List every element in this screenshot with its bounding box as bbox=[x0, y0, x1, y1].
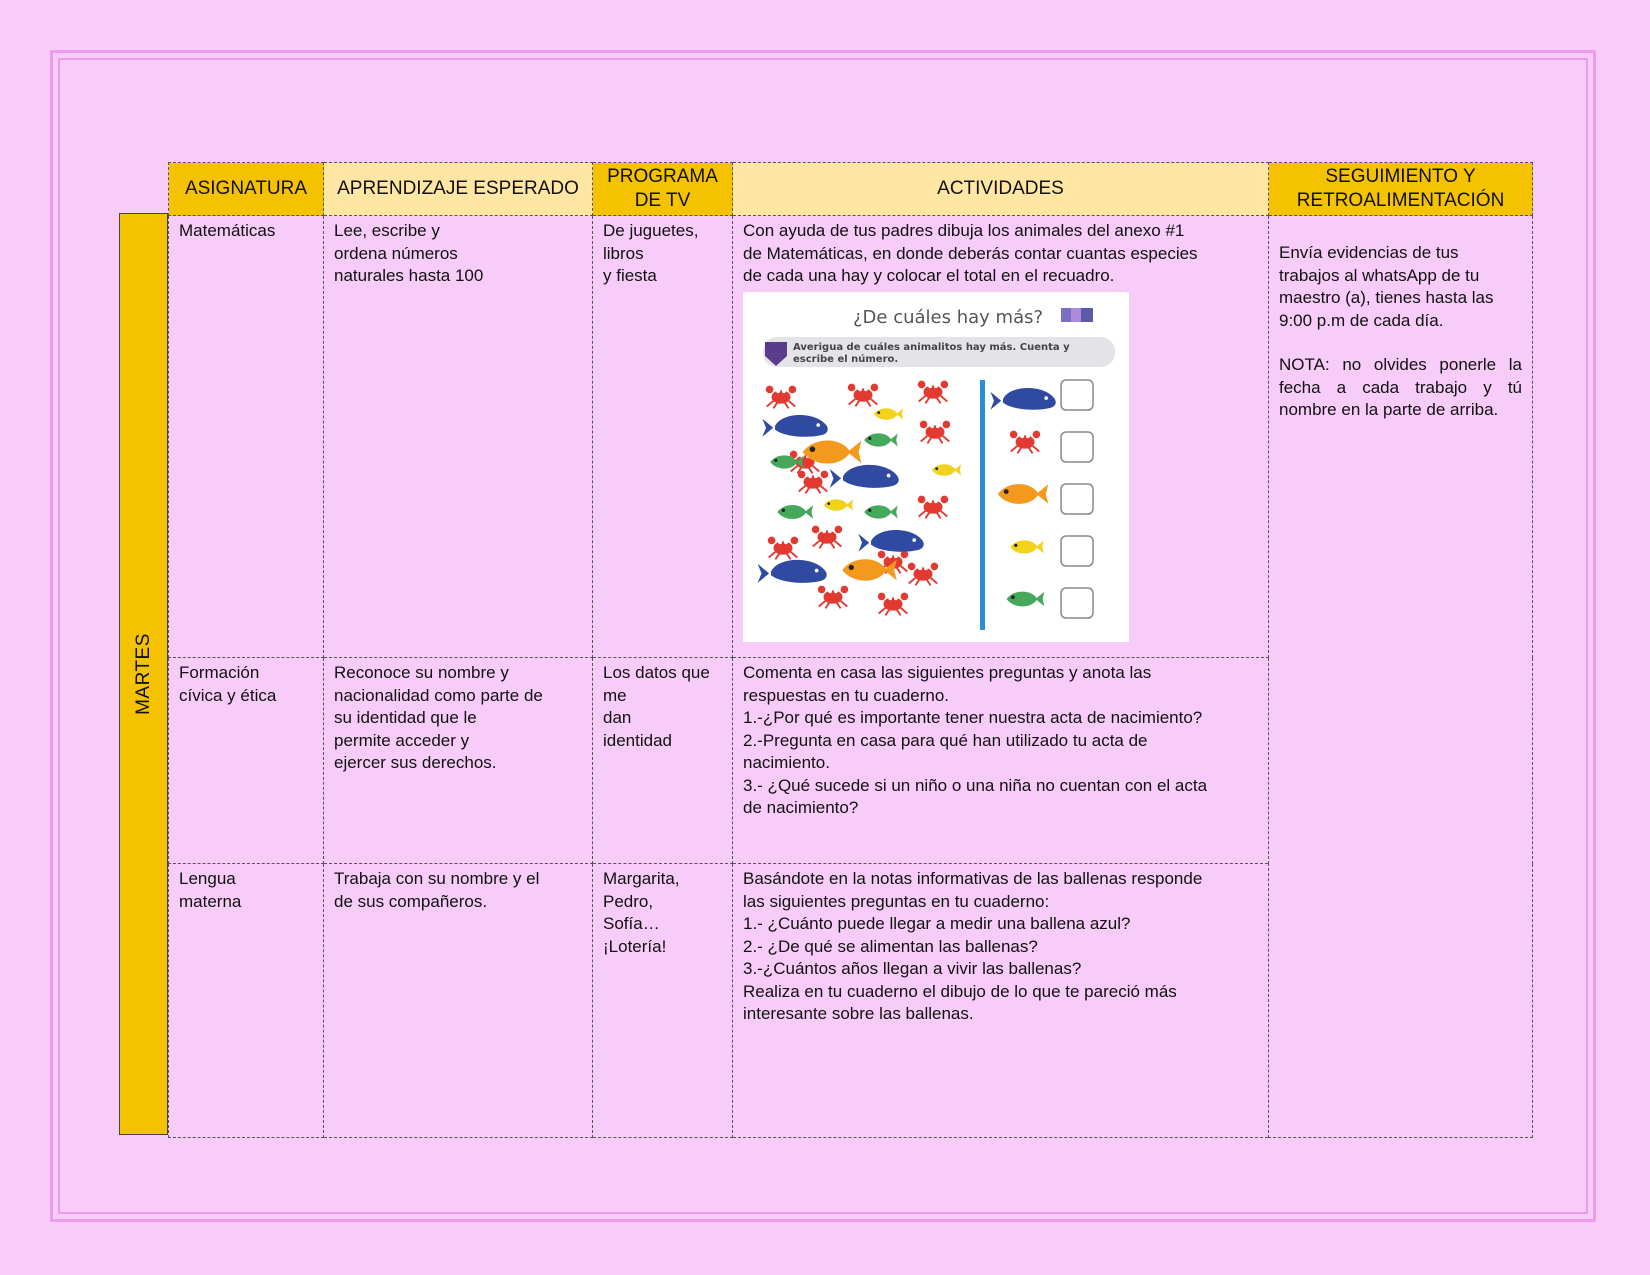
seguimiento-text-2: NOTA: no olvides ponerle la fecha a cada trabajo y tú nombre en la parte de arriba. bbox=[1279, 355, 1522, 419]
whale-icon bbox=[758, 559, 827, 582]
worksheet-image bbox=[743, 292, 1129, 642]
cell-aprendizaje: Reconoce su nombre y nacionalidad como parte de su identidad que le permite acceder y ejercer sus derechos. bbox=[324, 658, 593, 864]
header-seguimiento: SEGUIMIENTO Y RETROALIMENTACIÓN bbox=[1269, 163, 1533, 216]
count-box bbox=[1061, 380, 1093, 410]
pencil-icon bbox=[1061, 308, 1071, 322]
instruction-line-2: escribe el número. bbox=[793, 353, 899, 365]
worksheet-illustration bbox=[743, 292, 1129, 642]
count-boxes-group bbox=[990, 380, 1093, 618]
fish-icon bbox=[864, 433, 898, 446]
cell-seguimiento bbox=[1269, 216, 1533, 1138]
whale-icon bbox=[830, 464, 899, 487]
fish-icon bbox=[998, 484, 1048, 504]
header-asignatura: ASIGNATURA bbox=[169, 163, 324, 216]
table-row bbox=[169, 216, 1533, 658]
crab-icon bbox=[818, 585, 848, 608]
lesson-plan-table bbox=[168, 162, 1533, 1138]
day-column bbox=[119, 213, 168, 1135]
animals-group bbox=[758, 380, 962, 615]
whale-icon bbox=[858, 529, 923, 551]
whale-icon bbox=[762, 414, 827, 436]
fish-icon bbox=[932, 464, 961, 476]
worksheet-title: ¿De cuáles hay más? bbox=[853, 306, 1044, 328]
cell-asignatura: Lengua materna bbox=[169, 864, 324, 1138]
cell-programa: Margarita, Pedro, Sofía… ¡Lotería! bbox=[593, 864, 733, 1138]
cell-actividades: Comenta en casa las siguientes preguntas y anota las respuestas en tu cuaderno. 1.-¿Por qué es importante tener nuestra acta de nacimiento? 2.-Pregunta en casa para qué han utilizado tu acta de nacimiento. 3.- ¿Qué sucede si un niño o una niña no cuentan con el acta de nacimiento? bbox=[733, 658, 1269, 864]
day-label: MARTES bbox=[132, 633, 154, 715]
crab-icon bbox=[918, 380, 948, 403]
cell-asignatura: Matemáticas bbox=[169, 216, 324, 658]
fish-icon bbox=[1007, 591, 1045, 606]
count-box bbox=[1061, 484, 1093, 514]
header-row bbox=[169, 163, 1533, 216]
fish-icon bbox=[874, 408, 903, 420]
crab-icon bbox=[918, 495, 948, 518]
header-actividades: ACTIVIDADES bbox=[733, 163, 1269, 216]
header-programa: PROGRAMA DE TV bbox=[593, 163, 733, 216]
cell-asignatura: Formación cívica y ética bbox=[169, 658, 324, 864]
cell-aprendizaje: Trabaja con su nombre y el de sus compañeros. bbox=[324, 864, 593, 1138]
fish-icon bbox=[1010, 540, 1044, 553]
cell-programa: De juguetes, libros y fiesta bbox=[593, 216, 733, 658]
column-divider bbox=[980, 380, 985, 630]
crab-icon bbox=[1010, 430, 1040, 453]
instruction-line-1: Averigua de cuáles animalitos hay más. Cuenta y bbox=[793, 341, 1070, 353]
fish-icon bbox=[824, 499, 853, 511]
count-box bbox=[1061, 588, 1093, 618]
crab-icon bbox=[878, 592, 908, 615]
whale-icon bbox=[990, 387, 1055, 409]
crab-icon bbox=[920, 420, 950, 443]
crab-icon bbox=[766, 385, 796, 408]
count-box bbox=[1061, 432, 1093, 462]
header-aprendizaje: APRENDIZAJE ESPERADO bbox=[324, 163, 593, 216]
crab-icon bbox=[908, 562, 938, 585]
cell-programa: Los datos que me dan identidad bbox=[593, 658, 733, 864]
crab-icon bbox=[768, 536, 798, 559]
crab-icon bbox=[812, 525, 842, 548]
count-box bbox=[1061, 536, 1093, 566]
cell-actividades: Basándote en la notas informativas de las ballenas responde las siguientes preguntas en tu cuaderno: 1.- ¿Cuánto puede llegar a medir una ballena azul? 2.- ¿De qué se alimentan las ballenas? 3.-¿Cuántos años llegan a vivir las ballenas? Realiza en tu cuaderno el dibujo de lo que te pareció más interesante sobre las ballenas. bbox=[733, 864, 1269, 1138]
cell-actividades: Con ayuda de tus padres dibuja los animales del anexo #1 de Matemáticas, en donde deberás contar cuantas especies de cada una hay y colocar el total en el recuadro. ¿De cuáles hay más? Averigua de cuáles animalitos hay más. Cuenta y escribe el número. bbox=[733, 216, 1269, 658]
fish-icon bbox=[777, 504, 813, 518]
cell-aprendizaje: Lee, escribe y ordena números naturales hasta 100 bbox=[324, 216, 593, 658]
crab-icon bbox=[848, 383, 878, 406]
seguimiento-text-1: Envía evidencias de tus trabajos al whatsApp de tu maestro (a), tienes hasta las 9:00 p.m de cada día. bbox=[1279, 243, 1494, 330]
fish-icon bbox=[864, 505, 898, 518]
crab-icon bbox=[798, 470, 828, 493]
